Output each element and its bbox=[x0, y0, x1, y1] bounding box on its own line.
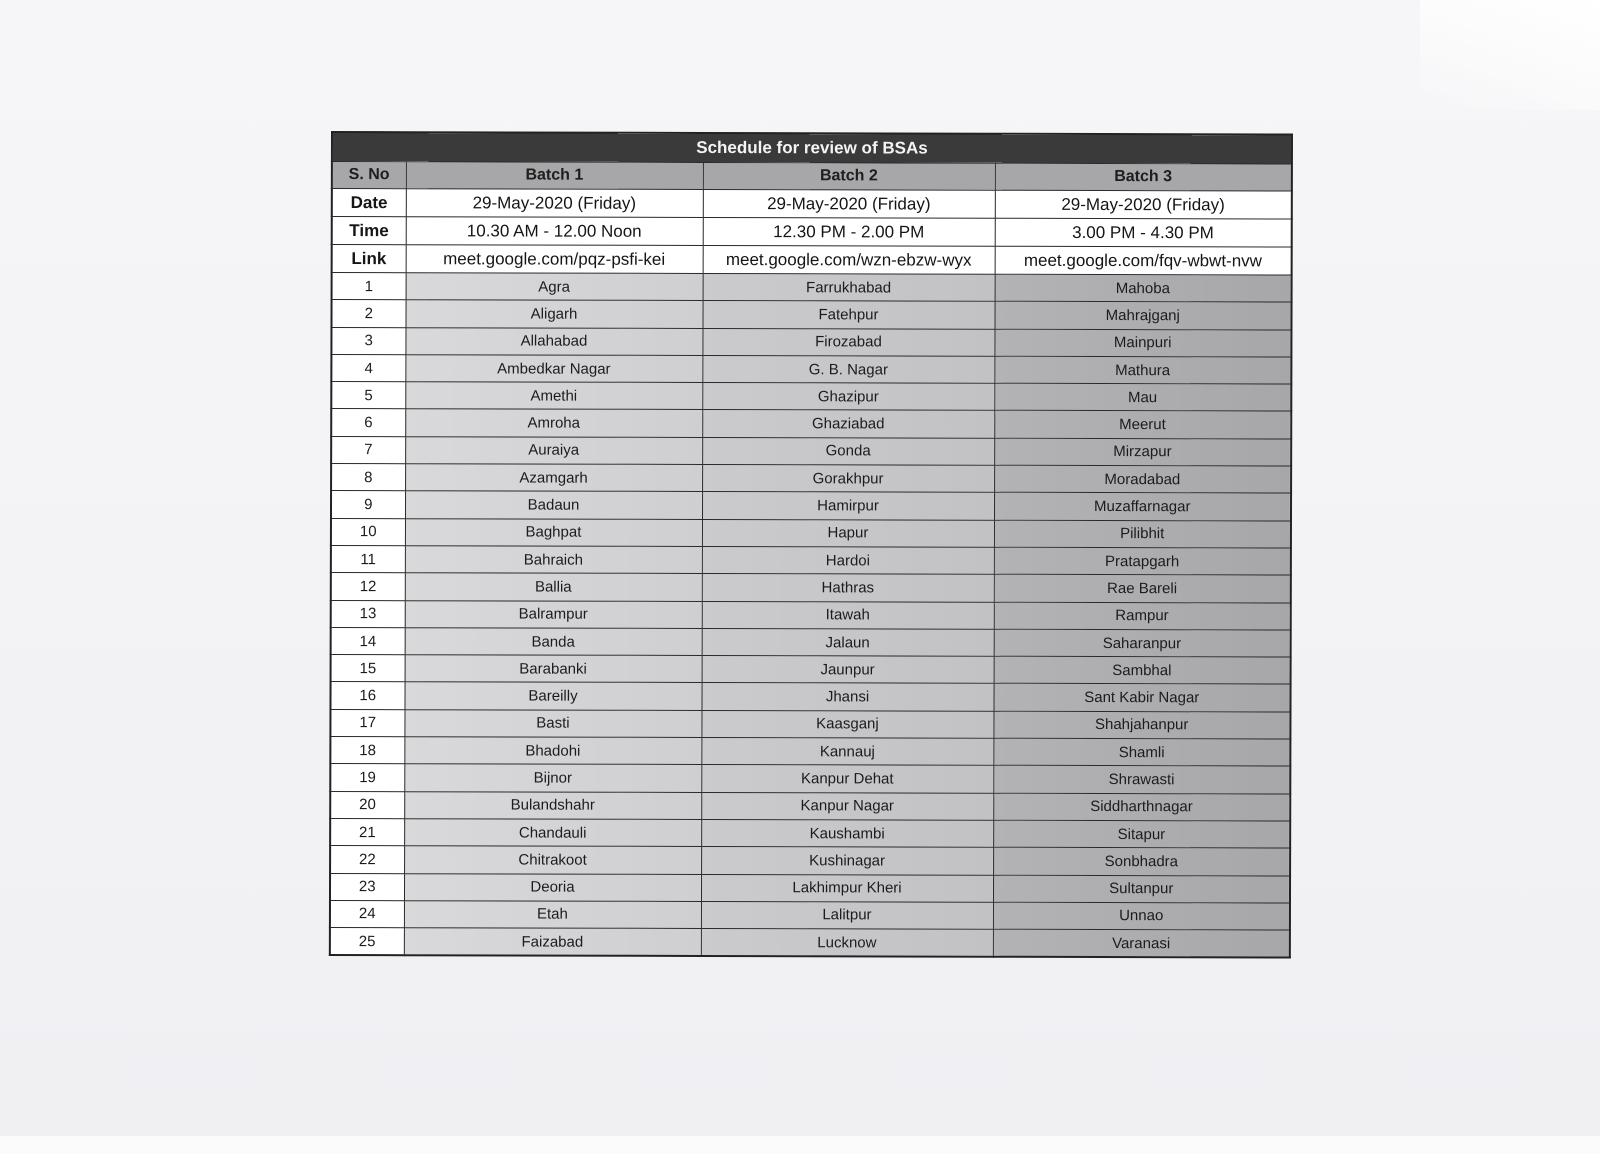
serial-number: 25 bbox=[330, 928, 404, 956]
batch-3-district: Mirzapur bbox=[994, 438, 1291, 466]
batch-1-district: Agra bbox=[406, 273, 703, 301]
serial-number: 23 bbox=[330, 873, 404, 900]
batch-2-district: Ghaziabad bbox=[702, 410, 994, 438]
batch-2-district: Gonda bbox=[702, 437, 994, 465]
batch-2-district: Ghazipur bbox=[702, 383, 994, 411]
batch-3-district: Mathura bbox=[994, 356, 1291, 384]
batch-1-district: Chandauli bbox=[404, 819, 701, 847]
table-row bbox=[330, 873, 1290, 903]
serial-number: 5 bbox=[331, 382, 405, 409]
batch-1-district: Chitrakoot bbox=[404, 846, 701, 874]
batch-2-district: Kushinagar bbox=[701, 847, 993, 875]
serial-number: 20 bbox=[330, 791, 404, 818]
serial-number: 16 bbox=[330, 682, 404, 709]
batch-2-district: G. B. Nagar bbox=[702, 355, 994, 383]
table-row bbox=[331, 436, 1291, 466]
batch-1-district: Faizabad bbox=[404, 928, 701, 957]
meeting-link: meet.google.com/wzn-ebzw-wyx bbox=[703, 245, 995, 274]
meeting-link: meet.google.com/pqz-psfi-kei bbox=[406, 245, 703, 274]
info-label: Time bbox=[332, 217, 406, 245]
batch-2-district: Fatehpur bbox=[702, 301, 994, 329]
schedule-table bbox=[329, 131, 1293, 959]
batch-1-district: Basti bbox=[404, 709, 701, 737]
batch-1-district: Barabanki bbox=[405, 655, 702, 683]
serial-number: 2 bbox=[331, 300, 405, 327]
batch-1-district: Amethi bbox=[405, 382, 702, 410]
serial-number: 12 bbox=[331, 573, 405, 600]
batch-3-district: Rampur bbox=[994, 602, 1291, 630]
info-row-link bbox=[332, 245, 1292, 276]
batch-3-district: Pratapgarh bbox=[994, 547, 1291, 575]
info-label: Link bbox=[332, 245, 406, 273]
info-row-date bbox=[332, 189, 1292, 220]
batch-2-district: Jalaun bbox=[702, 628, 994, 656]
batch-3-district: Varanasi bbox=[993, 929, 1290, 958]
batch-3-district: Shahjahanpur bbox=[993, 711, 1290, 739]
batch-2-district: Kanpur Nagar bbox=[701, 792, 993, 820]
info-value: 12.30 PM - 2.00 PM bbox=[703, 217, 995, 246]
batch-1-district: Bahraich bbox=[405, 546, 702, 574]
serial-number: 18 bbox=[330, 737, 404, 764]
batch-1-district: Etah bbox=[404, 901, 701, 929]
batch-3-district: Unnao bbox=[993, 902, 1290, 930]
batch-3-district: Sambhal bbox=[994, 656, 1291, 684]
batch-3-district: Shrawasti bbox=[993, 766, 1290, 794]
batch-1-district: Bijnor bbox=[404, 764, 701, 792]
meeting-link: meet.google.com/fqv-wbwt-nvw bbox=[995, 246, 1292, 275]
batch-3-district: Shamli bbox=[993, 738, 1290, 766]
page-fold bbox=[1420, 0, 1600, 110]
table-row bbox=[330, 791, 1290, 821]
serial-number: 11 bbox=[331, 545, 405, 572]
batch-1-district: Badaun bbox=[405, 491, 702, 519]
table-row bbox=[331, 464, 1291, 494]
table-row bbox=[331, 382, 1291, 412]
batch-3-district: Muzaffarnagar bbox=[994, 493, 1291, 521]
table-title: Schedule for review of BSAs bbox=[332, 132, 1292, 164]
batch-2-district: Farrukhabad bbox=[703, 273, 995, 301]
table-row bbox=[330, 900, 1290, 930]
table-row bbox=[331, 573, 1291, 603]
table-row bbox=[330, 682, 1290, 712]
batch-3-district: Saharanpur bbox=[994, 629, 1291, 657]
table-row bbox=[331, 491, 1291, 521]
serial-number: 22 bbox=[330, 846, 404, 873]
serial-number: 15 bbox=[331, 655, 405, 682]
table-row bbox=[330, 846, 1290, 876]
info-label: Date bbox=[332, 189, 406, 217]
batch-2-district: Kannauj bbox=[701, 738, 993, 766]
batch-1-district: Balrampur bbox=[405, 600, 702, 628]
batch-3-district: Moradabad bbox=[994, 465, 1291, 493]
serial-number: 17 bbox=[330, 709, 404, 736]
info-row-time bbox=[332, 217, 1292, 248]
table-row bbox=[331, 655, 1291, 685]
header-row bbox=[332, 162, 1292, 192]
table-row bbox=[330, 737, 1290, 767]
batch-2-district: Kaushambi bbox=[701, 819, 993, 847]
serial-number: 7 bbox=[331, 436, 405, 463]
serial-number: 14 bbox=[331, 627, 405, 654]
batch-1-district: Allahabad bbox=[405, 327, 702, 355]
batch-3-district: Sultanpur bbox=[993, 875, 1290, 903]
table-row bbox=[331, 354, 1291, 384]
batch-2-district: Hardoi bbox=[702, 546, 994, 574]
batch-1-district: Ballia bbox=[405, 573, 702, 601]
batch-2-district: Hamirpur bbox=[702, 492, 994, 520]
batch-3-district: Meerut bbox=[994, 411, 1291, 439]
table-row bbox=[331, 627, 1291, 657]
batch-1-district: Ambedkar Nagar bbox=[405, 355, 702, 383]
table-row bbox=[331, 409, 1291, 439]
batch-2-district: Firozabad bbox=[702, 328, 994, 356]
table-row bbox=[331, 545, 1291, 575]
batch-3-district: Mahoba bbox=[995, 274, 1292, 302]
table-row bbox=[332, 273, 1292, 303]
table-row bbox=[330, 764, 1290, 794]
batch-1-district: Banda bbox=[405, 628, 702, 656]
info-value: 29-May-2020 (Friday) bbox=[703, 189, 995, 218]
serial-number: 10 bbox=[331, 518, 405, 545]
batch-2-district: Kanpur Dehat bbox=[701, 765, 993, 793]
batch-3-district: Siddharthnagar bbox=[993, 793, 1290, 821]
table-row bbox=[330, 709, 1290, 739]
table-row bbox=[331, 600, 1291, 630]
batch-2-district: Hapur bbox=[702, 519, 994, 547]
serial-number: 4 bbox=[331, 354, 405, 381]
table-row bbox=[331, 300, 1291, 330]
batch-1-district: Bulandshahr bbox=[404, 791, 701, 819]
batch-2-district: Lalitpur bbox=[701, 901, 993, 929]
info-value: 29-May-2020 (Friday) bbox=[995, 190, 1292, 219]
serial-number: 13 bbox=[331, 600, 405, 627]
page-edge bbox=[0, 1136, 1600, 1154]
serial-number: 21 bbox=[330, 818, 404, 845]
batch-3-district: Sitapur bbox=[993, 820, 1290, 848]
batch-2-district: Lucknow bbox=[701, 929, 993, 958]
batch-2-district: Kaasganj bbox=[701, 710, 993, 738]
title-row bbox=[332, 132, 1292, 164]
batch-1-district: Amroha bbox=[405, 409, 702, 437]
batch-1-district: Azamgarh bbox=[405, 464, 702, 492]
batch-2-district: Itawah bbox=[702, 601, 994, 629]
batch-3-district: Mau bbox=[994, 383, 1291, 411]
batch-2-district: Gorakhpur bbox=[702, 465, 994, 493]
batch-1-district: Baghpat bbox=[405, 518, 702, 546]
batch-2-district: Hathras bbox=[702, 574, 994, 602]
batch-1-district: Auraiya bbox=[405, 436, 702, 464]
info-value: 29-May-2020 (Friday) bbox=[406, 189, 703, 218]
batch-1-district: Bhadohi bbox=[404, 737, 701, 765]
batch-3-district: Sonbhadra bbox=[993, 847, 1290, 875]
batch-1-district: Aligarh bbox=[405, 300, 702, 328]
header-sno: S. No bbox=[332, 162, 406, 189]
serial-number: 6 bbox=[331, 409, 405, 436]
table-row bbox=[330, 928, 1290, 958]
batch-2-district: Lakhimpur Kheri bbox=[701, 874, 993, 902]
serial-number: 19 bbox=[330, 764, 404, 791]
batch-3-district: Sant Kabir Nagar bbox=[993, 684, 1290, 712]
header-batch-2: Batch 2 bbox=[703, 162, 995, 190]
table-row bbox=[331, 327, 1291, 357]
serial-number: 24 bbox=[330, 900, 404, 927]
serial-number: 8 bbox=[331, 464, 405, 491]
info-value: 10.30 AM - 12.00 Noon bbox=[406, 217, 703, 246]
header-batch-3: Batch 3 bbox=[995, 163, 1292, 191]
serial-number: 3 bbox=[331, 327, 405, 354]
serial-number: 9 bbox=[331, 491, 405, 518]
batch-3-district: Mahrajganj bbox=[994, 302, 1291, 330]
batch-1-district: Deoria bbox=[404, 873, 701, 901]
batch-3-district: Pilibhit bbox=[994, 520, 1291, 548]
batch-2-district: Jhansi bbox=[701, 683, 993, 711]
info-value: 3.00 PM - 4.30 PM bbox=[995, 218, 1292, 247]
table-row bbox=[330, 818, 1290, 848]
batch-3-district: Mainpuri bbox=[994, 329, 1291, 357]
table-row bbox=[331, 518, 1291, 548]
batch-1-district: Bareilly bbox=[404, 682, 701, 710]
serial-number: 1 bbox=[332, 273, 406, 300]
batch-3-district: Rae Bareli bbox=[994, 575, 1291, 603]
header-batch-1: Batch 1 bbox=[406, 162, 703, 190]
batch-2-district: Jaunpur bbox=[702, 656, 994, 684]
